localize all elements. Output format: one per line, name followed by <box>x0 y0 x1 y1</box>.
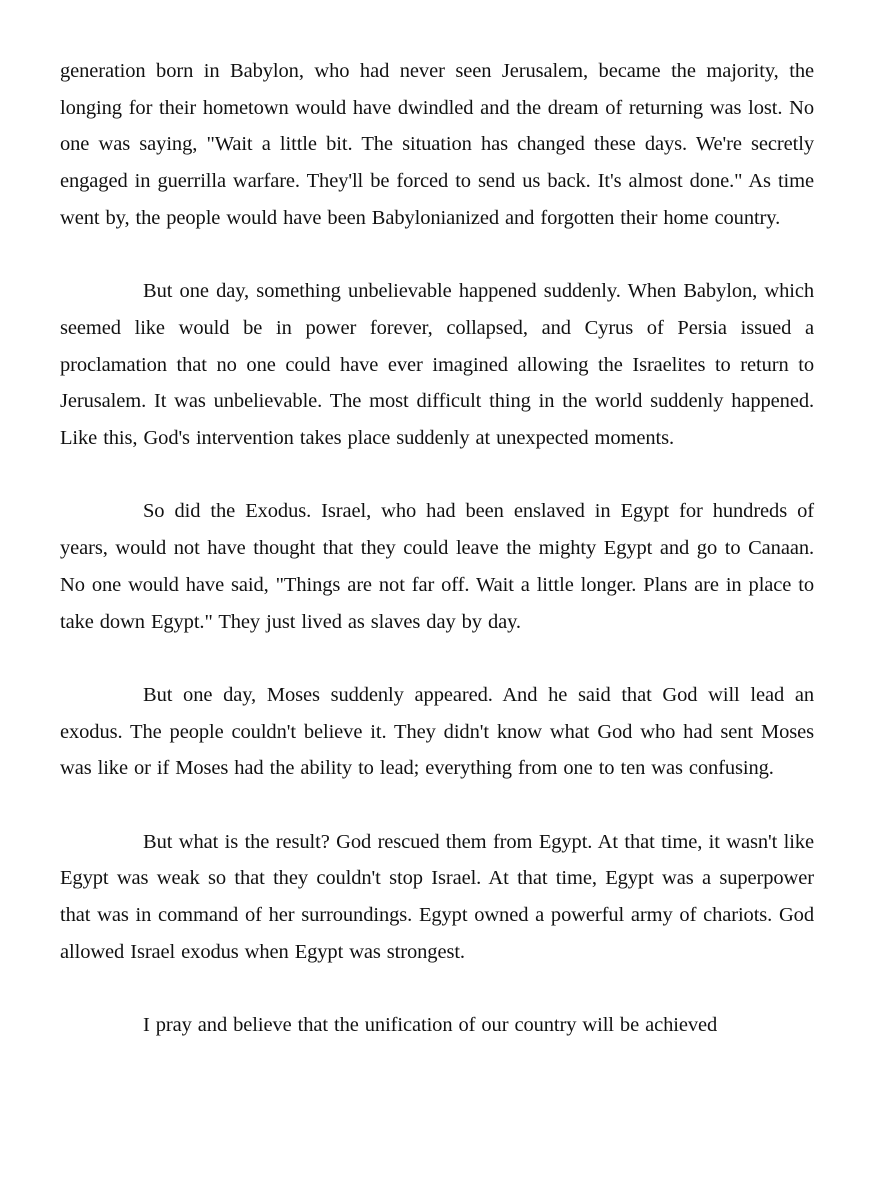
paragraph-exodus: So did the Exodus. Israel, who had been enslaved in Egypt for hundreds of years, would not have thought that they could leave the mighty Egypt and go to Canaan. No one would have said, "Things are not far off. Wait a little longer. Plans are in place to take down Egypt." They just lived as slaves day by day. <box>60 500 814 633</box>
paragraph-babylon-generation: generation born in Babylon, who had never seen Jerusalem, became the majority, the longing for their hometown would have dwindled and the dream of returning was lost. No one was saying, "Wait a little bit. The situation has changed these days. We're secretly engaged in guerrilla warfare. They'll be forced to send us back. It's almost done." As time went by, the people would have been Babylonianized and forgotten their home country. <box>60 60 814 229</box>
paragraph-result: But what is the result? God rescued them from Egypt. At that time, it wasn't like Egypt was weak so that they couldn't stop Israel. At that time, Egypt was a superpower that was in command of her surroundings. Egypt owned a powerful army of chariots. God allowed Israel exodus when Egypt was strongest. <box>60 830 814 963</box>
paragraph-unification: I pray and believe that the unification of our country will be achieved <box>143 1014 718 1037</box>
paragraph-moses: But one day, Moses suddenly appeared. And he said that God will lead an exodus. The people couldn't believe it. They didn't know what God who had sent Moses was like or if Moses had the ability to lead; everything from one to ten was confusing. <box>60 683 814 780</box>
document-page <box>60 53 814 1081</box>
paragraph-babylon-collapse: But one day, something unbelievable happened suddenly. When Babylon, which seemed like would be in power forever, collapsed, and Cyrus of Persia issued a proclamation that no one could have ever imagined allowing the Israelites to return to Jerusalem. It was unbelievable. The most difficult thing in the world suddenly happened. Like this, God's intervention takes place suddenly at unexpected moments. <box>60 280 814 450</box>
